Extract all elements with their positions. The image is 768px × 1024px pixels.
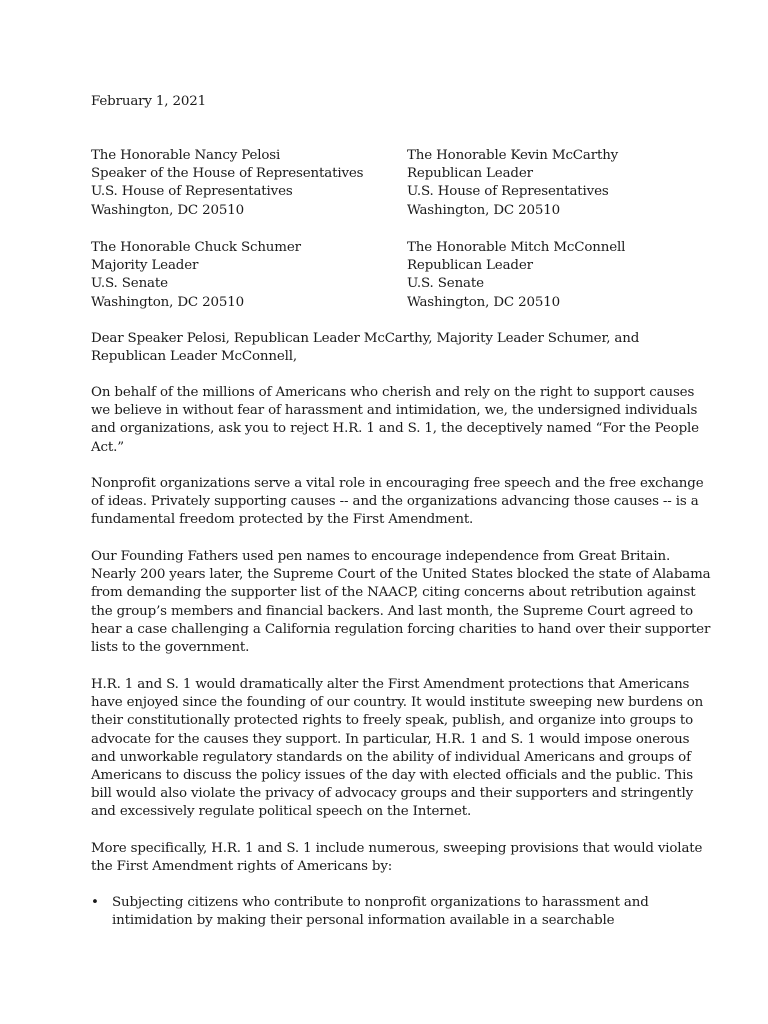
body-paragraph: More specifically, H.R. 1 and S. 1 include numerous, sweeping provisions that would violate the First Amendment rights of Americans by: [91, 841, 703, 875]
recipient-address-schumer [91, 239, 301, 312]
body-paragraph: Nonprofit organizations serve a vital role in encouraging free speech and the free exchange of ideas. Privately supporting causes -- and the organizations advancing those causes -- is a fundamental freedom protected by the First Amendment. [91, 476, 704, 528]
recipient-title: Speaker of the House of Representatives [91, 166, 364, 182]
letter-salutation: Dear Speaker Pelosi, Republican Leader McCarthy, Majority Leader Schumer, and Republican Leader McConnell, [91, 331, 640, 365]
recipient-city: Washington, DC 20510 [407, 202, 560, 218]
recipient-address-mcconnell [407, 239, 625, 312]
provisions-list [91, 894, 711, 930]
recipient-organization: U.S. Senate [91, 276, 168, 292]
recipient-address-mccarthy [407, 147, 618, 220]
bullet-icon: • [91, 895, 99, 910]
recipient-city: Washington, DC 20510 [91, 202, 244, 218]
recipient-name: The Honorable Nancy Pelosi [91, 148, 281, 163]
recipient-organization: U.S. House of Representatives [407, 184, 609, 200]
recipient-name: The Honorable Mitch McConnell [407, 240, 626, 255]
letter-date: February 1, 2021 [91, 94, 206, 109]
recipient-city: Washington, DC 20510 [407, 294, 560, 310]
body-paragraph: H.R. 1 and S. 1 would dramatically alter the First Amendment protections that Americans have enjoyed since the founding of our country. It would institute sweeping new burdens on their constitutionally protected rights to freely speak, publish, and organize into groups to advocate for the causes they support. In particular, H.R. 1 and S. 1 would impose onerous and unworkable regulatory standards on the ability of individual Americans and groups of Americans to discuss the policy issues of the day with elected officials and the public. This bill would also violate the privacy of advocacy groups and their supporters and stringently and excessively regulate political speech on the Internet. [91, 677, 704, 820]
recipient-title: Majority Leader [91, 258, 199, 274]
recipient-title: Republican Leader [407, 166, 533, 182]
recipient-address-pelosi [91, 147, 363, 220]
recipient-organization: U.S. House of Representatives [91, 184, 293, 200]
body-paragraph: Our Founding Fathers used pen names to encourage independence from Great Britain. Nearly 200 years later, the Supreme Court of the United States blocked the state of Alabama from demanding the supporter list of the NAACP, citing concerns about retribution against the group’s members and financial backers. And last month, the Supreme Court agreed to hear a case challenging a California regulation forcing charities to hand over their supporter lists to the government. [91, 549, 711, 656]
list-item-text: Subjecting citizens who contribute to nonprofit organizations to harassment and intimidation by making their personal information available in a searchable [112, 895, 649, 929]
recipient-name: The Honorable Chuck Schumer [91, 240, 301, 255]
list-item [91, 894, 711, 930]
recipient-title: Republican Leader [407, 258, 533, 274]
recipient-name: The Honorable Kevin McCarthy [407, 148, 619, 163]
recipient-city: Washington, DC 20510 [91, 294, 244, 310]
recipient-organization: U.S. Senate [407, 276, 484, 292]
body-paragraph: On behalf of the millions of Americans who cherish and rely on the right to support causes we believe in without fear of harassment and intimidation, we, the undersigned individuals and organizations, ask you to reject H.R. 1 and S. 1, the deceptively named “For the People Act.” [91, 385, 699, 455]
